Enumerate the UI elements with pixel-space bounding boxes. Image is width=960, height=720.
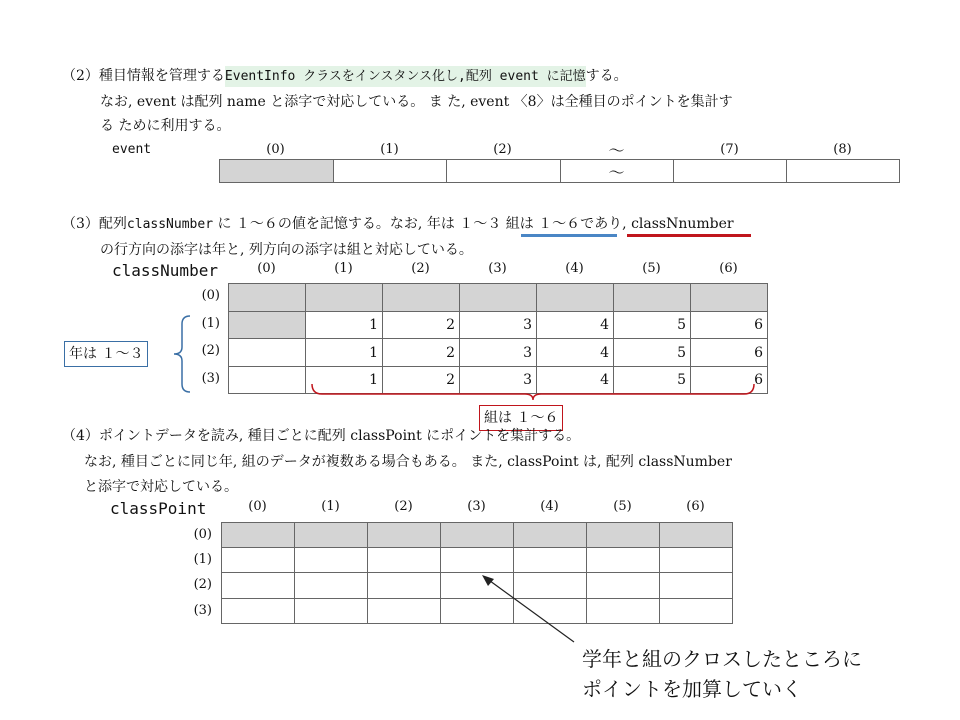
event-cell-2	[446, 160, 561, 182]
class-underline	[627, 234, 751, 237]
cn-cell: 2	[383, 339, 460, 367]
event-index-ellipsis: ～	[608, 141, 625, 160]
cp-cell	[368, 548, 441, 573]
cp-cell	[295, 523, 368, 548]
cp-col-2: (2)	[394, 499, 413, 514]
event-cell-7	[673, 160, 787, 182]
cp-cell	[441, 548, 514, 573]
cp-col-6: (6)	[686, 499, 705, 514]
sec3-line1-mid: に １～６の値を記憶する。なお,	[213, 216, 427, 232]
cn-cell: 6	[691, 339, 768, 367]
cn-col-5: (5)	[642, 261, 661, 276]
event-index-1: (1)	[380, 142, 399, 157]
event-array-label: event	[112, 142, 152, 157]
cn-cell	[614, 284, 691, 312]
cn-cell	[229, 312, 306, 339]
cn-col-6: (6)	[719, 261, 738, 276]
cp-cell	[368, 573, 441, 599]
sec4-line3: と添字で対応している。	[84, 479, 238, 495]
class-range-box: 組は １～６	[479, 405, 563, 431]
cn-row-2: (2)	[201, 343, 220, 358]
cn-cell	[306, 284, 383, 312]
cp-row-3: (3)	[193, 603, 212, 618]
cn-col-3: (3)	[488, 261, 507, 276]
event-index-8: (8)	[833, 142, 852, 157]
cp-cell	[587, 548, 660, 573]
event-cell-8	[786, 160, 899, 182]
cp-cell	[660, 548, 733, 573]
sec2-highlight: EventInfo クラスをインスタンス化し,配列 event に記憶	[225, 66, 586, 87]
cn-cell: 4	[537, 312, 614, 339]
cp-cell	[587, 573, 660, 599]
cn-cell: 1	[306, 339, 383, 367]
cp-cell	[368, 523, 441, 548]
cn-cell: 3	[460, 339, 537, 367]
cn-cell	[383, 284, 460, 312]
sec3-line1-pre: （3）配列	[62, 216, 127, 232]
sec2-line1-pre: （2）種目情報を管理する	[62, 68, 225, 84]
cp-cell	[660, 573, 733, 599]
cp-cell	[660, 523, 733, 548]
cn-cell: 4	[537, 339, 614, 367]
sec2-line1	[62, 66, 628, 87]
cn-cell	[229, 367, 306, 394]
cp-cell	[222, 573, 295, 599]
cp-cell	[441, 523, 514, 548]
cn-cell: 1	[306, 367, 383, 394]
sec2-line3: る ために利用する。	[100, 118, 231, 134]
year-brace	[168, 314, 194, 394]
cn-cell: 5	[614, 312, 691, 339]
cn-cell: 2	[383, 367, 460, 394]
cn-cell	[460, 284, 537, 312]
cn-cell	[537, 284, 614, 312]
cn-cell: 1	[306, 312, 383, 339]
pointer-arrow	[476, 570, 586, 650]
cp-cell	[368, 599, 441, 624]
cp-cell	[295, 548, 368, 573]
cp-cell	[222, 523, 295, 548]
cn-row-3: (3)	[201, 371, 220, 386]
cn-cell	[229, 339, 306, 367]
cp-col-5: (5)	[613, 499, 632, 514]
classpoint-array-label: classPoint	[110, 499, 207, 518]
cp-cell	[222, 548, 295, 573]
event-gap-tilde: ～	[608, 163, 625, 182]
cn-col-4: (4)	[565, 261, 584, 276]
sec4-line2: なお, 種目ごとに同じ年, 組のデータが複数ある場合もある。 また, classPoint は, 配列 classNumber	[84, 454, 732, 470]
cn-cell: 6	[691, 367, 768, 394]
sec2-line1-post: する。	[585, 68, 628, 84]
cn-cell: 3	[460, 312, 537, 339]
sec3-year-text: 年は １～３	[426, 216, 502, 232]
event-cell-1	[333, 160, 447, 182]
event-cell-0	[220, 160, 334, 182]
year-underline	[521, 234, 617, 237]
cp-row-1: (1)	[193, 552, 212, 567]
explanation-note-line1: 学年と組のクロスしたところに	[582, 647, 862, 671]
sec3-line1-post: あり, classNnumber	[594, 216, 734, 232]
sec2-line2: なお, event は配列 name と添字で対応している。 ま た, event 〈8〉は全種目のポイントを集計す	[100, 94, 733, 110]
cp-cell	[587, 523, 660, 548]
cn-col-1: (1)	[334, 261, 353, 276]
cn-row-0: (0)	[201, 288, 220, 303]
sec3-line1	[62, 214, 734, 235]
class-brace	[310, 382, 756, 402]
cn-cell	[229, 284, 306, 312]
cp-cell	[514, 523, 587, 548]
sec3-line2: の行方向の添字は年と, 列方向の添字は組と対応している。	[100, 242, 473, 258]
cp-cell	[660, 599, 733, 624]
event-index-2: (2)	[493, 142, 512, 157]
sec3-class-text: 組は １～６で	[505, 216, 595, 232]
classnumber-array-label: classNumber	[112, 261, 218, 280]
cn-cell: 5	[614, 339, 691, 367]
cn-cell	[691, 284, 768, 312]
sec4-line1: （4）ポイントデータを読み, 種目ごとに配列 classPoint にポイントを集計する。	[62, 428, 581, 444]
cp-row-2: (2)	[193, 577, 212, 592]
cn-cell: 4	[537, 367, 614, 394]
cp-col-0: (0)	[248, 499, 267, 514]
sec3-line1-code: classNumber	[126, 217, 214, 232]
cn-cell: 5	[614, 367, 691, 394]
cn-cell: 3	[460, 367, 537, 394]
cn-col-0: (0)	[257, 261, 276, 276]
cp-cell	[295, 573, 368, 599]
classnumber-grid	[228, 283, 768, 394]
cn-col-2: (2)	[411, 261, 430, 276]
cp-col-1: (1)	[321, 499, 340, 514]
cp-row-0: (0)	[193, 527, 212, 542]
cn-cell: 6	[691, 312, 768, 339]
cn-row-1: (1)	[201, 316, 220, 331]
cp-cell	[222, 599, 295, 624]
event-index-0: (0)	[266, 142, 285, 157]
event-index-7: (7)	[720, 142, 739, 157]
explanation-note-line2: ポイントを加算していく	[582, 677, 802, 701]
cp-col-3: (3)	[467, 499, 486, 514]
cp-cell	[587, 599, 660, 624]
cp-col-4: (4)	[540, 499, 559, 514]
cp-cell	[295, 599, 368, 624]
cn-cell: 2	[383, 312, 460, 339]
cp-cell	[514, 548, 587, 573]
year-range-box: 年は １～３	[64, 341, 148, 367]
